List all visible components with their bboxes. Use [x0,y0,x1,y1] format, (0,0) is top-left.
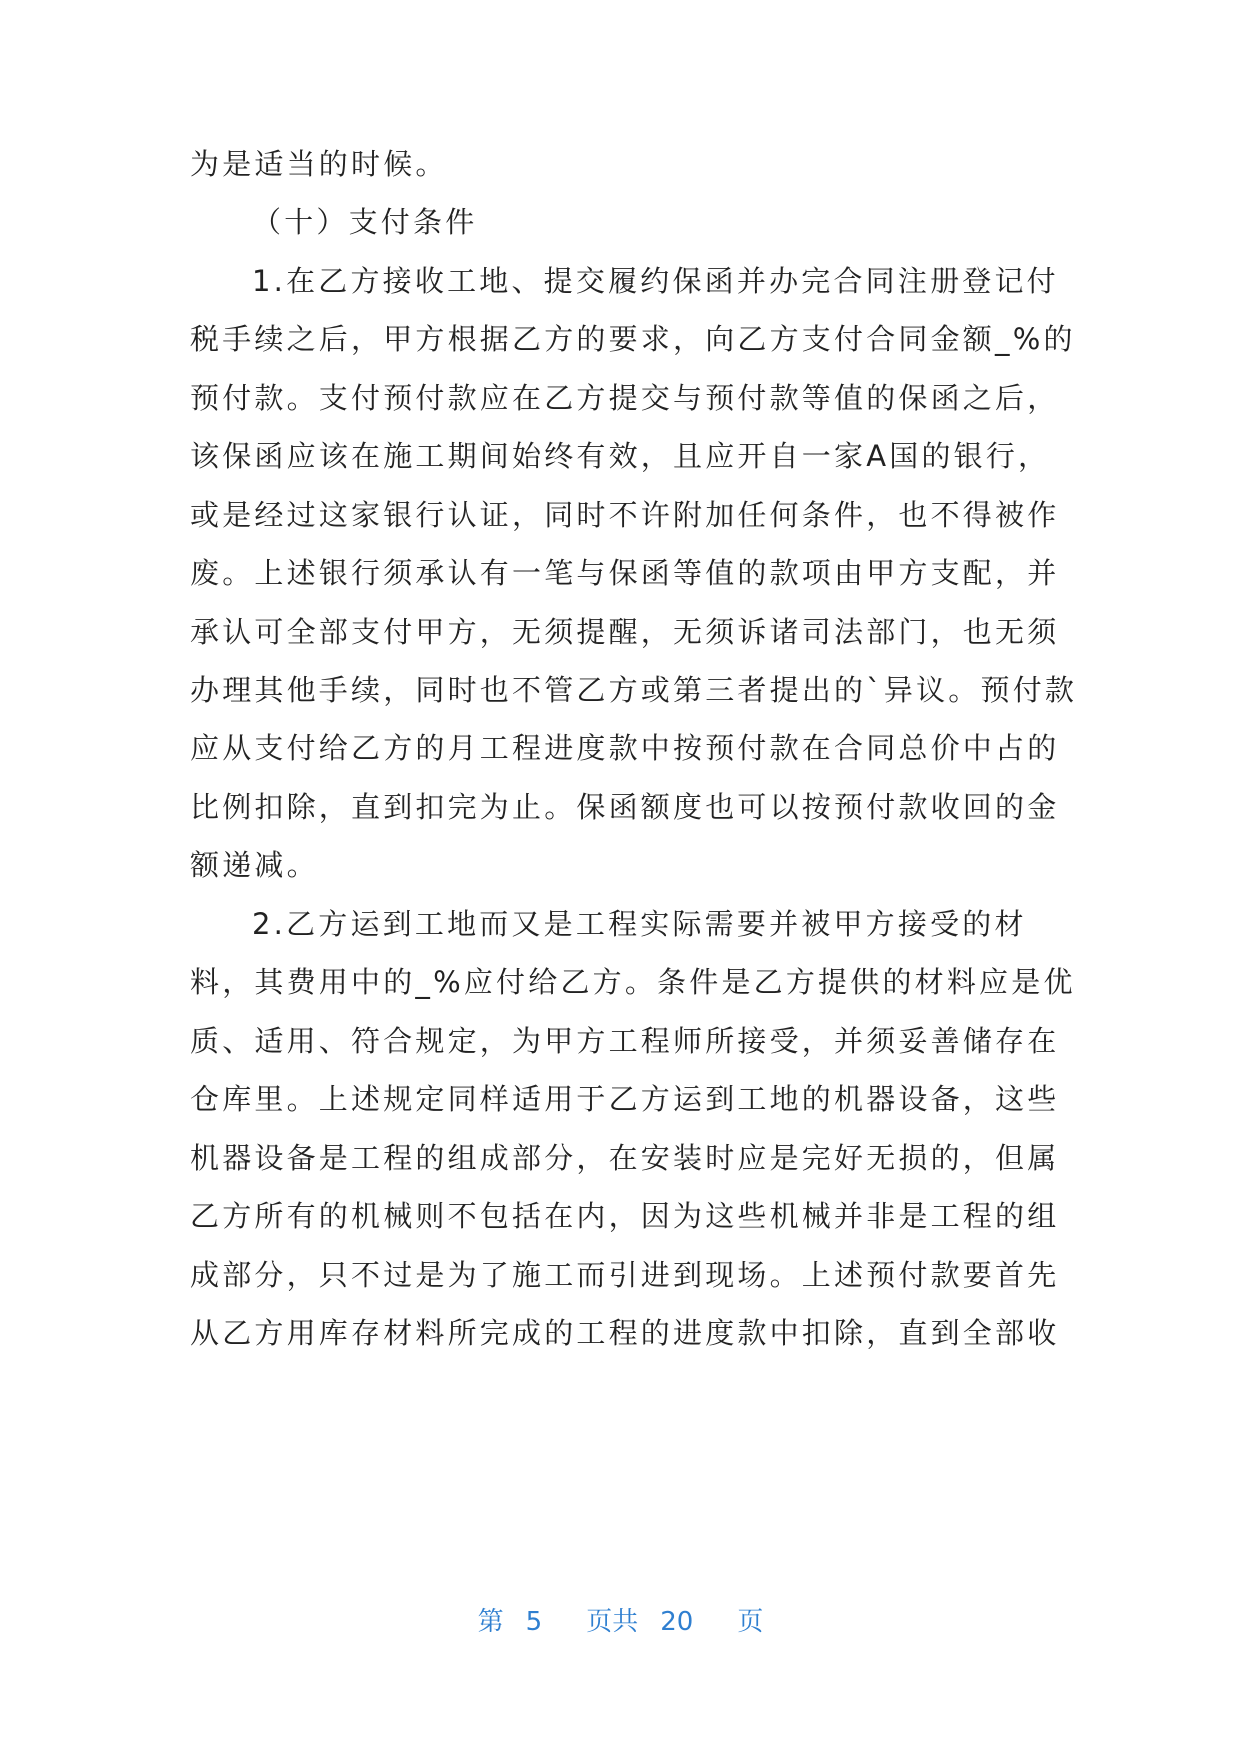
text-line-15: 料，其费用中的_%应付给乙方。条件是乙方提供的材料应是优 [190,965,1076,999]
text-line-1: 为是适当的时候。 [190,147,448,181]
text-line-8: 废。上述银行须承认有一笔与保函等值的款项由甲方支配，并 [190,556,1060,590]
text-line-18: 机器设备是工程的组成部分，在安装时应是完好无损的，但属 [190,1141,1060,1175]
text-line-20: 成部分，只不过是为了施工而引进到现场。上述预付款要首先 [190,1258,1060,1292]
text-line-11: 应从支付给乙方的月工程进度款中按预付款在合同总价中占的 [190,731,1060,765]
text-line-13: 额递减。 [190,848,319,882]
text-line-12: 比例扣除，直到扣完为止。保函额度也可以按预付款收回的金 [190,790,1060,824]
total-pages-number: 20 [660,1607,694,1637]
text-line-3: 1.在乙方接收工地、提交履约保函并办完合同注册登记付 [252,264,1059,298]
text-line-21: 从乙方用库存材料所完成的工程的进度款中扣除，直到全部收 [190,1316,1060,1350]
text-line-6: 该保函应该在施工期间始终有效，且应开自一家A国的银行， [190,439,1051,473]
page-footer [0,1605,1241,1639]
section-heading: （十）支付条件 [252,205,478,239]
text-line-10: 办理其他手续，同时也不管乙方或第三者提出的`异议。预付款 [190,673,1078,707]
text-line-9: 承认可全部支付甲方，无须提醒，无须诉诸司法部门，也无须 [190,615,1060,649]
current-page-number: 5 [525,1607,543,1637]
text-line-5: 预付款。支付预付款应在乙方提交与预付款等值的保函之后， [190,381,1060,415]
text-line-17: 仓库里。上述规定同样适用于乙方运到工地的机器设备，这些 [190,1082,1060,1116]
footer-prefix: 第 [477,1607,504,1637]
text-line-16: 质、适用、符合规定，为甲方工程师所接受，并须妥善储存在 [190,1024,1060,1058]
text-line-4: 税手续之后，甲方根据乙方的要求，向乙方支付合同金额_%的 [190,322,1076,356]
text-line-7: 或是经过这家银行认证，同时不许附加任何条件，也不得被作 [190,498,1060,532]
text-line-14: 2.乙方运到工地而又是工程实际需要并被甲方接受的材 [252,907,1027,941]
text-line-19: 乙方所有的机械则不包括在内，因为这些机械并非是工程的组 [190,1199,1060,1233]
footer-suffix: 页 [737,1607,764,1637]
footer-middle: 页共 [586,1607,639,1637]
